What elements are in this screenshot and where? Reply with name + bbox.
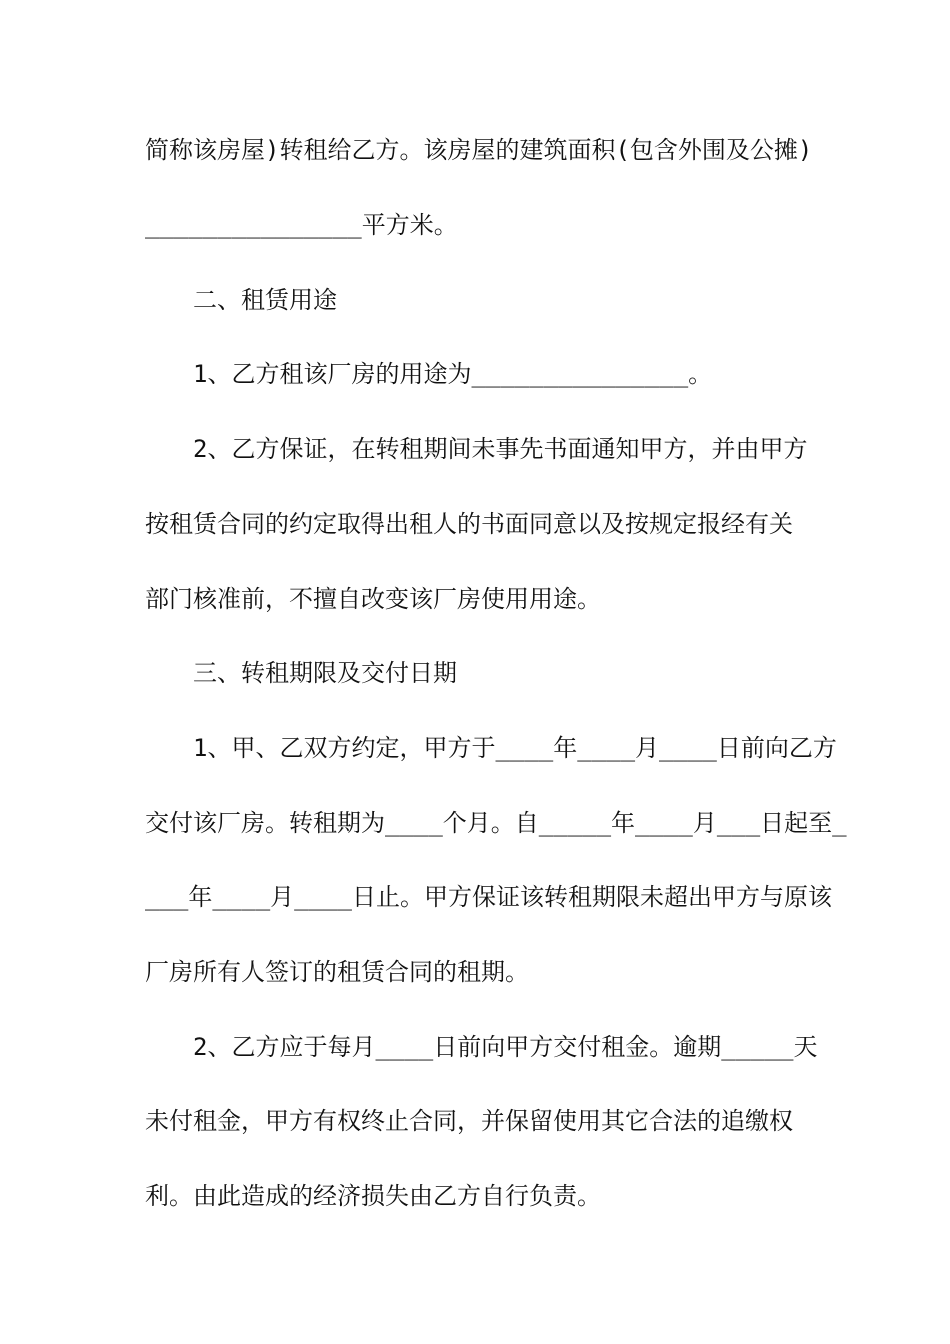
paragraph-line: 2、乙方应于每月____日前向甲方交付租金。逾期_____天 [193,1033,818,1061]
section-heading: 三、转租期限及交付日期 [193,659,457,687]
paragraph-line: 交付该厂房。转租期为____个月。自_____年____月___日起至_ [145,809,847,837]
paragraph-line: 部门核准前，不擅自改变该厂房使用用途。 [145,585,601,613]
paragraph-line: _______________平方米。 [145,211,458,239]
paragraph-line: 1、甲、乙双方约定，甲方于____年____月____日前向乙方 [193,734,837,762]
paragraph-line: 2、乙方保证，在转租期间未事先书面通知甲方，并由甲方 [193,435,808,463]
paragraph-line: 利。由此造成的经济损失由乙方自行负责。 [145,1182,601,1210]
paragraph-line: 简称该房屋)转租给乙方。该房屋的建筑面积(包含外围及公摊) [145,136,813,164]
paragraph-line: ___年____月____日止。甲方保证该转租期限未超出甲方与原该 [145,883,832,911]
section-heading: 二、租赁用途 [193,286,337,314]
paragraph-line: 厂房所有人签订的租赁合同的租期。 [145,958,529,986]
paragraph-line: 按租赁合同的约定取得出租人的书面同意以及按规定报经有关 [145,510,793,538]
paragraph-line: 1、乙方租该厂房的用途为_______________。 [193,360,713,388]
paragraph-line: 未付租金，甲方有权终止合同，并保留使用其它合法的追缴权 [145,1107,793,1135]
